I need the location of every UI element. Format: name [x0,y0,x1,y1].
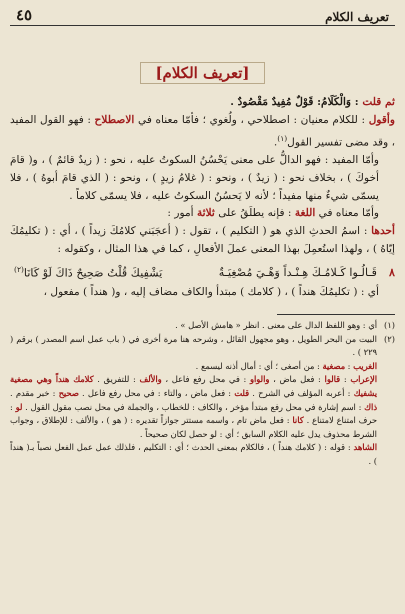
footnote-shahid [10,441,377,468]
sharh-text: : للكلام معنيان : اصطلاحي ، ولُغوي ؛ فأمّا معناه في [134,113,369,126]
paragraph-sharh [10,112,395,152]
irab-text-4: : أعربه المؤلف في الشرح . [249,388,354,398]
paragraph-first-meaning [10,223,395,259]
footnote-divider [277,314,395,315]
footnote-ref-1[interactable]: (١) [277,133,288,143]
sharh-text-2: : فهو القول المفيد ، وقد مضى تفسير القول [10,113,395,149]
verse-hemistich-2 [10,261,196,283]
irab-word-qalu: قالوا [324,374,341,385]
footnote-2-source: البيت من البحر الطويل ، وهو مجهول القائل ، وشرحه هنا مرة أخرى في ( باب عمل اسم المصدر ) برقم ( ٢٢٩ ) . [10,333,377,358]
footnote-1-text: أي : وهو اللفظ الدال على معنى . انظر « هامش الأصل » . [175,320,377,331]
irab-text-7: : اسم إشارة في محل رفع مبتدأ مؤخر ، والكاف : للخطاب ، والجملة في محل نصب مقول القول . [22,401,365,412]
verse-hemistich-1: قَـالُـوا كَـلامُـكَ هِـنْـداً وَهْـيَ مُصْغِيَـةٌ [218,266,377,280]
paragraph-mufid: وأمّا المفيد : فهو الدالُّ على معنى يَحْسُنُ السكوتُ عليه ، نحو : ( زيدٌ قائمٌ ) ، و( قامَ أخوكَ ) ، بخلاف نحو : ( زيدٌ ) ، ونحو : ( غلامُ زيدٍ ) ، ونحو : ( الذي قامَ أبوهُ ) ، فلا يسمّى شيءٌ منها مفيداً ؛ لأنه لا يَحسُنُ السكوتُ عليه ، فلا يسمّى كلاماً . [10,153,379,202]
lugha-text: وأمّا معناه في [315,207,379,220]
gharib-word: مصغية [322,360,346,371]
irab-word-alif: والألف [139,374,162,385]
paragraph-verse-explanation: أي : ( تكليمُكَ هنداً ) ، ( كلامك ) مبتدأ والكاف مضاف إليه ، و( هنداً ) مفعول ، [43,286,379,299]
term-istilah: الاصطلاح [94,113,135,126]
irab-word-waw: والواو [249,374,270,385]
gharib-text: : من أصغى ؛ أي : أمال أذنه ليسمع . [195,360,323,371]
footnote-2 [10,333,395,469]
first-meaning-label: أحدها [371,225,395,238]
irab-word-qultu: قلت [234,388,250,398]
irab-text-9: : فعل ماض تام ، واسمه مستتر جوازاً تقديره : ( هو ) ، والألف : للإطلاق ، وجواب الشرط محذوف يدل عليه الكلام السابق ؛ أي : لو حصل لكان صحيحاً . [10,415,377,439]
irab-label: الإعراب [350,374,377,385]
irab-word-law: لو [15,401,23,412]
first-meaning-text: : اسمُ الحدثِ الذي هو ( التكليم ) ، تقول : ( أعجَبَني كلامُكَ زيداً ) ، أي : ( تكليمُكَ إيّاهُ ) ، ولهذا استُعمِلَ بهذا المعنى عملَ الأفعالِ ، كما في هذا المثال ، وكقوله : [10,225,395,255]
section-heading-wrap [10,62,395,86]
irab-text-8: : حرف امتناع لامتناع . [10,401,377,426]
running-header [10,6,395,26]
footnote-gharib [10,360,377,374]
lugha-text-3: أمور : [167,207,197,220]
poetry-verse [10,261,395,283]
footnote-1-number: (١) [384,320,395,331]
irab-text-6: : خبر مقدم . [10,388,59,398]
irab-word-kana: كانا [292,415,304,426]
irab-word-sahih: صحيح [58,388,79,398]
verse-number: ٨ [388,265,395,280]
header-title: تعريف الكلام [325,10,389,24]
irab-text-1: : فعل ماض ، [269,374,325,385]
page-number: ٤٥ [16,6,33,24]
term-thalatha: ثلاثة [196,207,215,220]
footnote-2-body [10,333,377,469]
sharh-label: وأقول [368,113,395,126]
sharh-end: . [273,136,278,149]
irab-word-dhaka: ذاك [364,401,378,412]
main-text [10,94,395,302]
matn-text: : وَالْكَلَامُ: قَوْلٌ مُفِيدٌ مَقْصُودٌ . [230,96,363,108]
irab-text-2: : في محل رفع فاعل ، [161,374,250,385]
footnote-ref-2[interactable]: (٢) [14,264,24,274]
footnote-2-number: (٢) [384,333,395,344]
irab-text-5: : فعل ماض ، والتاء : في محل رفع فاعل . [78,388,235,398]
irab-phrase: كلامك هنداً وهي مصغية يشفيك [10,374,378,398]
term-lugha: اللغة [294,207,316,220]
shahid-label: الشاهد [353,442,377,453]
footnotes [10,319,395,469]
footnote-irab [10,373,377,441]
section-title: [تعريف الكلام] [140,62,264,84]
footnote-1 [10,319,395,333]
paragraph-matn [10,94,395,112]
matn-label: ثم قلت [362,96,395,108]
shahid-text: : قوله : ( كلامك هنداً ) ، فالكلام بمعنى الحدث ؛ أي : التكليم ، فلذلك عمل عمل الفعل نصباً بـ( هنداً ) . [10,442,377,466]
irab-sep: : [340,374,351,385]
lugha-text-2: : فإنه يطلَقُ على [214,207,295,220]
paragraph-lugha [10,205,395,223]
gharib-sep: : [345,360,354,371]
verse-hemistich-2-text: يَشْفِيكَ قُلْتُ صَحِيحٌ ذَاكَ لَوْ كَانَا [23,266,163,280]
irab-text-3: : للتفريق . [93,374,140,385]
gharib-label: الغريب [353,360,377,371]
